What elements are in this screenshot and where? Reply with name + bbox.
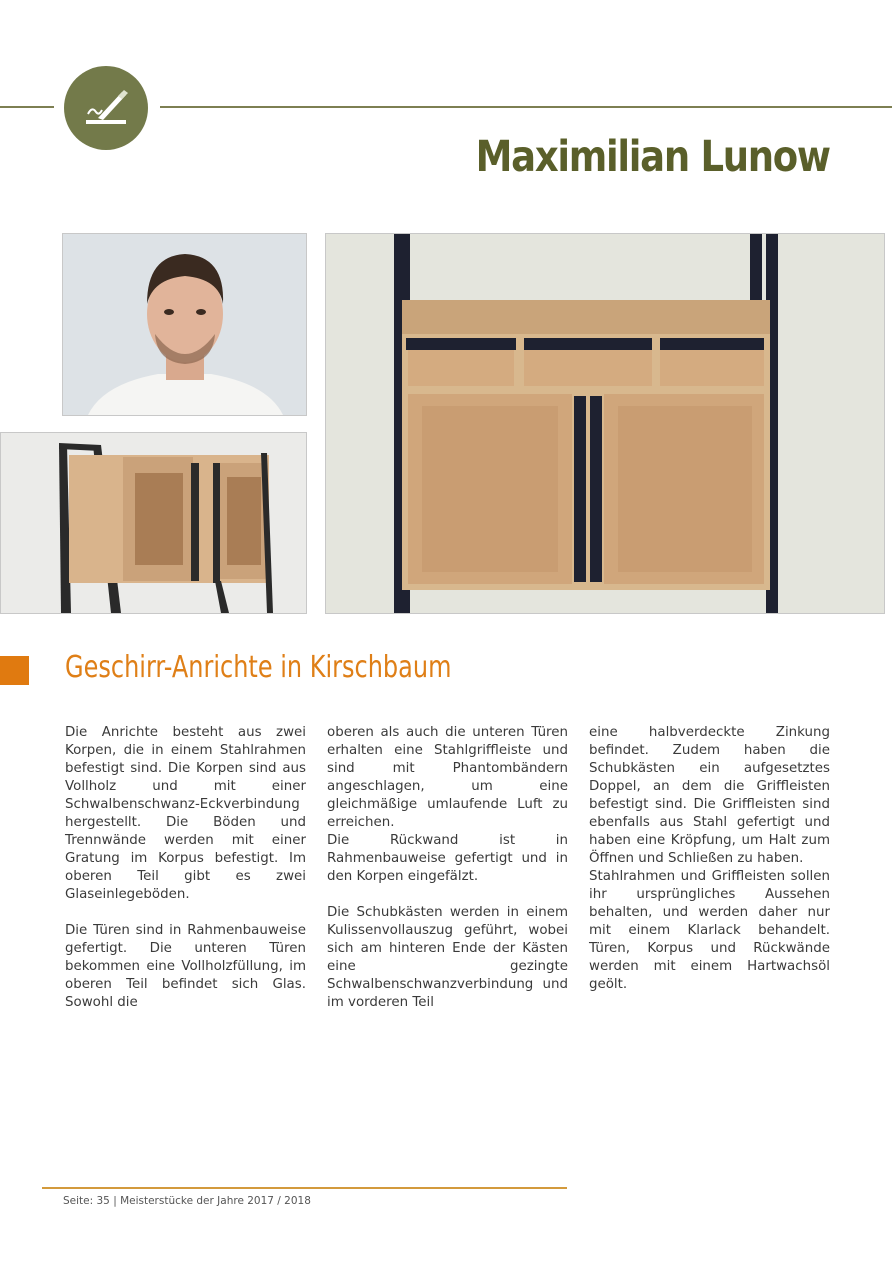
sideboard-front-photo bbox=[325, 233, 885, 614]
portrait-photo bbox=[62, 233, 307, 416]
page-footer: Seite: 35 | Meisterstücke der Jahre 2017 / 2018 bbox=[63, 1195, 311, 1207]
sideboard-side-photo bbox=[0, 432, 307, 614]
body-paragraph: Die Anrichte besteht aus zwei Korpen, die in einem Stahlrahmen befestigt sind. Die Korpen sind aus Vollholz und mit einer Schwalbenschwanz-Eckverbindung hergestellt. Die Böden und Trennwände werden mit einer Gratung im Korpus befestigt. Im oberen Teil gibt es zwei Glaseinlegeböden. bbox=[65, 725, 306, 902]
section-marker bbox=[0, 656, 29, 685]
body-paragraph: Die Schubkästen werden in einem Kulissenvollauszug geführt, wobei sich am hinteren Ende der Kästen eine gezingte Schwalbenschwanzverbindung und im vorderen Teil bbox=[327, 905, 568, 1010]
author-name: Maximilian Lunow bbox=[475, 132, 830, 182]
section-title: Geschirr-Anrichte in Kirschbaum bbox=[65, 650, 452, 685]
text-column-1 bbox=[65, 724, 306, 1030]
body-paragraph: eine halbverdeckte Zinkung befindet. Zudem haben die Schubkästen ein aufgesetztes Doppel, an dem die Griffleisten befestigt sind. Die Griffleisten sind ebenfalls aus Stahl gefertigt und haben eine Kröpfung, um Halt zum Öffnen und Schließen zu haben. bbox=[589, 725, 830, 866]
chisel-icon bbox=[64, 66, 148, 150]
header-rule-left bbox=[0, 106, 54, 108]
body-paragraph: Stahlrahmen und Griffleisten sollen ihr ursprüngliches Aussehen behalten, und werden daher nur mit einem Klarlack behandelt. Türen, Korpus und Rückwände werden mit einem Hartwachsöl geölt. bbox=[589, 869, 830, 992]
text-column-3 bbox=[589, 724, 830, 1012]
body-paragraph: Die Türen sind in Rahmenbauweise gefertigt. Die unteren Türen bekommen eine Vollholzfüllung, im oberen Teil befindet sich Glas. Sowohl die bbox=[65, 923, 306, 1010]
body-paragraph: oberen als auch die unteren Türen erhalten eine Stahlgriffleiste und sind mit Phantombändern angeschlagen, um eine gleichmäßige umlaufende Luft zu erreichen. bbox=[327, 725, 568, 830]
body-paragraph: Die Rückwand ist in Rahmenbauweise gefertigt und in den Korpen eingefälzt. bbox=[327, 833, 568, 884]
text-column-2 bbox=[327, 724, 568, 1030]
header-rule-right bbox=[160, 106, 892, 108]
footer-rule bbox=[42, 1187, 567, 1189]
